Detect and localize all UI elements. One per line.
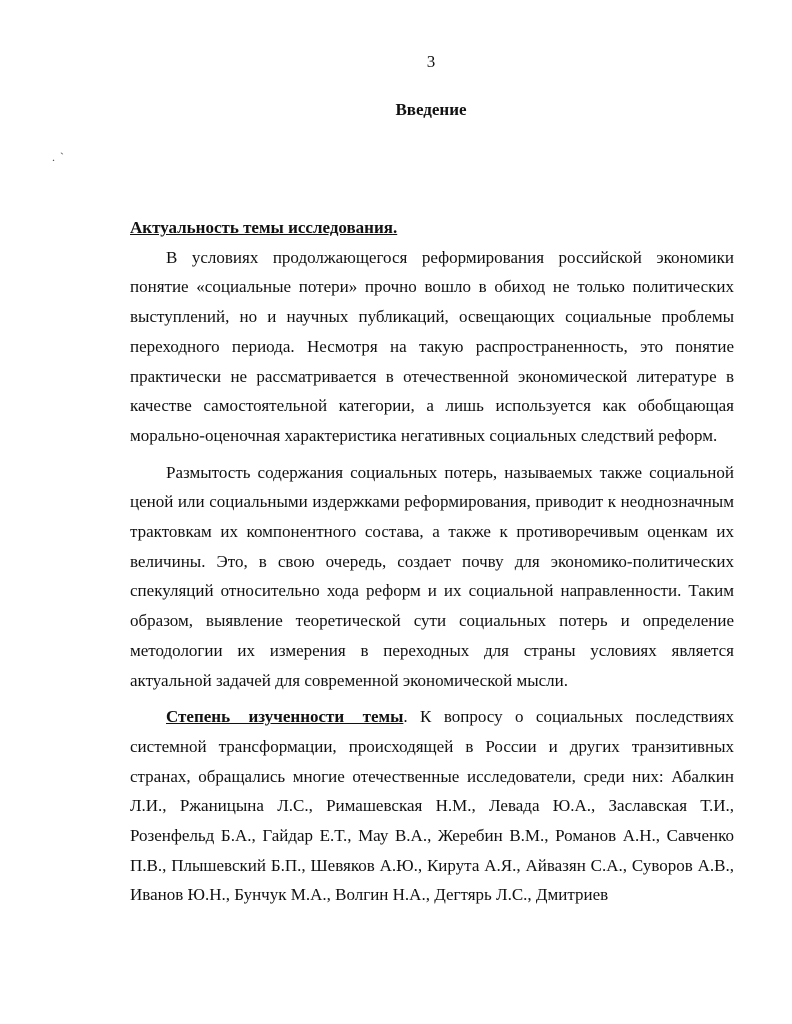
paragraph-study-degree-text: . К вопросу о социальных последствиях системной трансформации, происходящей в России и других транзитивных странах, обращались многие отечественные исследователи, среди них: Абалкин Л.И., Ржаницына Л.С., Римашевская Н.М., Левада Ю.А., Заславская Т.И., Розенфельд Б.А., Гайдар Е.Т., Мау В.А., Жеребин В.М., Романов А.Н., Савченко П.В., Плышевский Б.П., Шевяков А.Ю., Кирута А.Я., Айвазян С.А., Суворов А.В., Иванов Ю.Н., Бунчук М.А., Волгин Н.А., Дегтярь Л.С., Дмитриев	[130, 707, 734, 905]
paragraph-relevance-1: В условиях продолжающегося реформирования российской экономики понятие «социальные потери» прочно вошло в обиход не только политических выступлений, но и научных публикаций, освещающих социальные проблемы переходного периода. Несмотря на такую распространенность, это понятие практически не рассматривается в отечественной экономической литературе в качестве самостоятельной категории, а лишь используется как обобщающая морально-оценочная характеристика негативных социальных следствий реформ.	[130, 247, 734, 445]
page-title: Введение	[395, 100, 467, 119]
section-heading-relevance-suffix: .	[392, 218, 398, 237]
document-body	[130, 213, 734, 910]
section-heading-relevance-text: Актуальность темы исследования	[130, 218, 393, 237]
section-heading-relevance	[130, 213, 734, 243]
page-number: 3	[426, 52, 436, 71]
paragraph-relevance-2: Размытость содержания социальных потерь, называемых также социальной ценой или социальными издержками реформирования, приводит к неоднозначным трактовкам их компонентного состава, а также к противоречивым оценкам их величины. Это, в свою очередь, создает почву для экономико-политических спекуляций относительно хода реформ и их социальной направленности. Таким образом, выявление теоретической сути социальных потерь и определение методологии их измерения в переходных для страны условиях является актуальной задачей для современной экономической мысли.	[130, 462, 734, 690]
paragraph-study-degree	[130, 702, 734, 910]
scan-speck: . `	[52, 150, 65, 164]
section-heading-study-degree: Степень изученности темы	[166, 707, 404, 727]
